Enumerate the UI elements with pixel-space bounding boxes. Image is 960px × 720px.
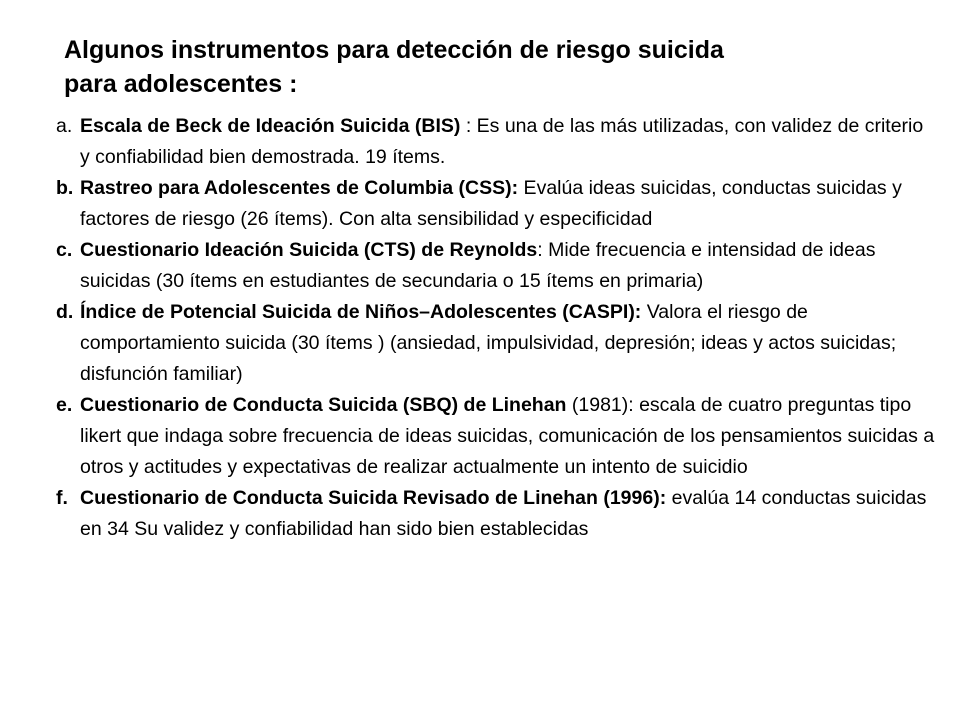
list-item-b	[56, 173, 936, 235]
list-item-a	[56, 111, 936, 173]
list-item-body	[80, 297, 936, 390]
list-marker: f.	[56, 487, 68, 509]
instrument-description: : Es una de las más utilizadas, con validez de criterio y confiabilidad bien demostrada. 19 ítems.	[80, 115, 924, 168]
instrument-description: evalúa 14 conductas suicidas en 34 Su validez y confiabilidad han sido bien establecidas	[80, 487, 927, 540]
list-item-f	[56, 483, 936, 545]
list-marker: c.	[56, 239, 73, 261]
instrument-list	[56, 111, 936, 545]
instrument-name: Rastreo para Adolescentes de Columbia (CSS):	[80, 177, 519, 199]
slide-title	[64, 33, 884, 101]
list-marker: d.	[56, 301, 74, 323]
instrument-description: (1981): escala de cuatro preguntas tipo likert que indaga sobre frecuencia de ideas suicidas, comunicación de los pensamientos suicidas a otros y actitudes y expectativas de realizar actualmente un intento de suicidio	[80, 394, 935, 478]
list-item-body	[80, 235, 936, 297]
list-item-e	[56, 390, 936, 483]
list-item-body	[80, 111, 936, 173]
list-item-body	[80, 483, 936, 545]
list-marker: e.	[56, 394, 73, 416]
instrument-description: Valora el riesgo de comportamiento suicida (30 ítems ) (ansiedad, impulsividad, depresión; ideas y actos suicidas; disfunción familiar)	[80, 301, 897, 385]
instrument-name: Cuestionario de Conducta Suicida Revisado de Linehan (1996):	[80, 487, 667, 509]
list-item-body	[80, 390, 936, 483]
list-item-body	[80, 173, 936, 235]
list-item-d	[56, 297, 936, 390]
list-item-c	[56, 235, 936, 297]
instrument-description: Evalúa ideas suicidas, conductas suicidas y factores de riesgo (26 ítems). Con alta sensibilidad y especificidad	[80, 177, 902, 230]
slide-title-line-2: para adolescentes :	[64, 70, 298, 98]
instrument-name: Cuestionario Ideación Suicida (CTS) de Reynolds	[80, 239, 538, 261]
instrument-name: Escala de Beck de Ideación Suicida (BIS)	[80, 115, 461, 137]
list-marker: b.	[56, 177, 74, 199]
list-marker: a.	[56, 115, 73, 137]
instrument-name: Cuestionario de Conducta Suicida (SBQ) de Linehan	[80, 394, 567, 416]
instrument-name: Índice de Potencial Suicida de Niños–Adolescentes (CASPI):	[80, 301, 642, 323]
instrument-description: : Mide frecuencia e intensidad de ideas suicidas (30 ítems en estudiantes de secundaria o 15 ítems en primaria)	[80, 239, 876, 292]
slide-title-line-1: Algunos instrumentos para detección de riesgo suicida	[64, 36, 724, 64]
